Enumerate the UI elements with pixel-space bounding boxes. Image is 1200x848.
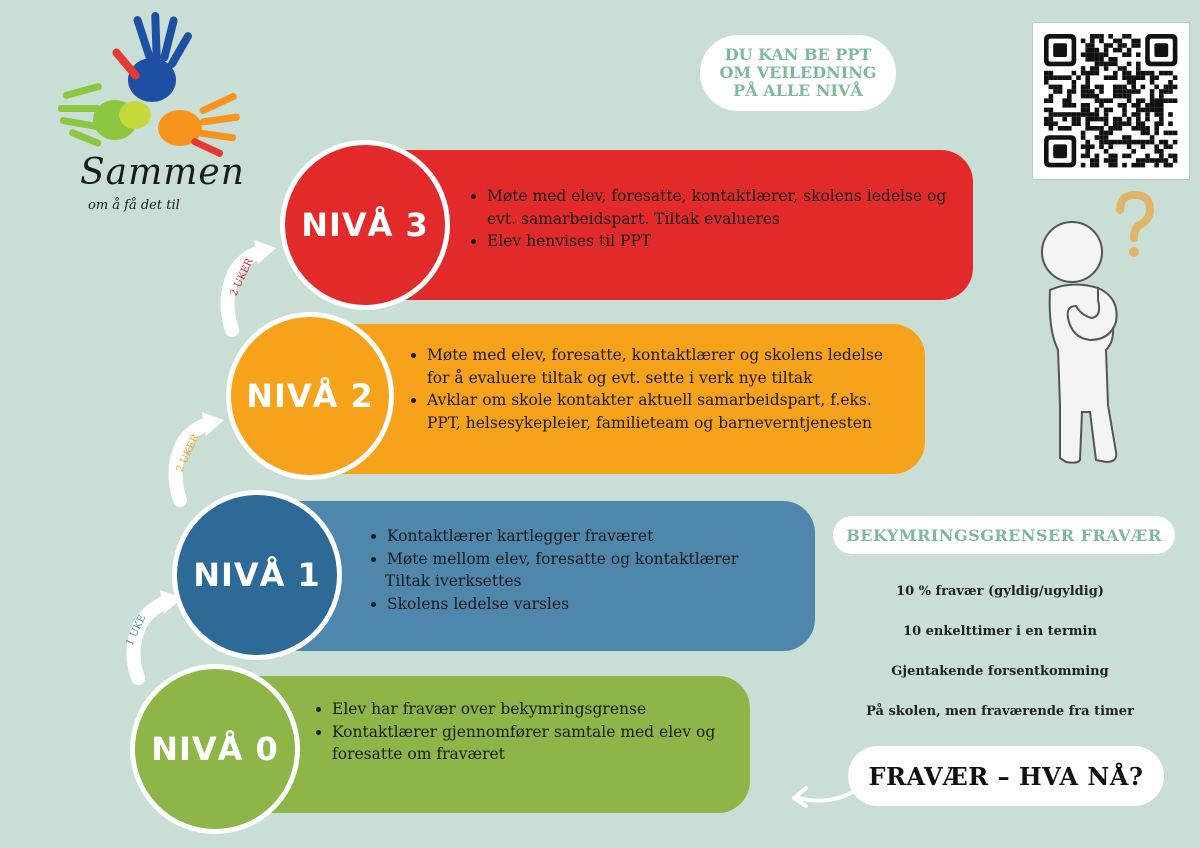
ppt-note bbox=[700, 35, 896, 111]
logo bbox=[40, 10, 245, 240]
threshold-item-2: 10 enkelttimer i en termin bbox=[903, 624, 1097, 639]
thinking-figure bbox=[1020, 190, 1160, 470]
level-0-circle bbox=[130, 664, 300, 834]
arrow-label-1-uke: 1 UKE bbox=[124, 613, 149, 648]
level-3-item-2: • Elev henvises til PPT bbox=[487, 230, 953, 253]
level-1-item-2: • Møte mellom elev, foresatte og kontaktlærer bbox=[387, 548, 795, 571]
level-2-item-1: • Møte med elev, foresatte, kontaktlærer og skolens ledelse for å evaluere tiltak og evt. sette i verk nye tiltak bbox=[427, 344, 905, 389]
level-3-circle bbox=[280, 140, 450, 310]
arrow-label-2-uker-upper: 2 UKER bbox=[228, 256, 256, 299]
arrow-label-2-uker-lower: 2 UKER bbox=[174, 432, 202, 475]
hand-orange bbox=[158, 92, 240, 158]
thresholds-heading-pill bbox=[833, 516, 1175, 554]
level-3-list bbox=[465, 185, 953, 253]
threshold-item-3: Gjentakende forsentkomming bbox=[891, 664, 1109, 679]
level-2-list bbox=[405, 344, 905, 434]
logo-script-text: Sammen bbox=[80, 152, 245, 193]
level-2-item-2: • Avklar om skole kontakter aktuell samarbeidspart, f.eks. PPT, helsesykepleier, familieteam og barneverntjenesten bbox=[427, 389, 905, 434]
level-0-item-1: • Elev har fravær over bekymringsgrense bbox=[332, 698, 730, 721]
handprints-icon bbox=[40, 10, 240, 160]
level-0-item-2: • Kontaktlærer gjennomfører samtale med elev og foresatte om fraværet bbox=[332, 721, 730, 766]
hand-yellow-green bbox=[119, 101, 151, 129]
level-0-title: NIVÅ 0 bbox=[151, 730, 279, 768]
level-1-item-1: • Kontaktlærer kartlegger fraværet bbox=[387, 525, 795, 548]
level-3-item-1: • Møte med elev, foresatte, kontaktlærer, skolens ledelse og evt. samarbeidspart. Tiltak evalueres bbox=[487, 185, 953, 230]
ppt-note-text: DU KAN BE PPT OM VEILEDNING PÅ ALLE NIVÅ bbox=[719, 45, 877, 100]
level-1-title: NIVÅ 1 bbox=[193, 556, 321, 594]
threshold-item-4: På skolen, men fraværende fra timer bbox=[866, 704, 1134, 719]
level-3-title: NIVÅ 3 bbox=[301, 206, 429, 244]
level-1-item-3: Tiltak iverksettes bbox=[385, 572, 522, 590]
qr-code-icon bbox=[1033, 23, 1189, 179]
qr-code bbox=[1032, 22, 1190, 180]
question-mark-icon bbox=[1110, 190, 1160, 260]
main-title: FRAVÆR – HVA NÅ? bbox=[868, 761, 1144, 791]
thresholds-heading: BEKYMRINGSGRENSER FRAVÆR bbox=[846, 525, 1162, 545]
main-title-pill bbox=[848, 746, 1164, 806]
level-2-title: NIVÅ 2 bbox=[246, 377, 374, 415]
hand-blue bbox=[111, 12, 194, 102]
threshold-item-1: 10 % fravær (gyldig/ugyldig) bbox=[896, 584, 1104, 599]
pointer-arrow-icon bbox=[780, 772, 860, 812]
level-1-list bbox=[365, 525, 795, 615]
logo-tagline: om å få det til bbox=[88, 198, 180, 213]
level-1-item-4: • Skolens ledelse varsles bbox=[387, 593, 795, 616]
level-2-circle bbox=[226, 312, 394, 480]
level-1-circle bbox=[172, 490, 342, 660]
level-0-list bbox=[310, 698, 730, 766]
